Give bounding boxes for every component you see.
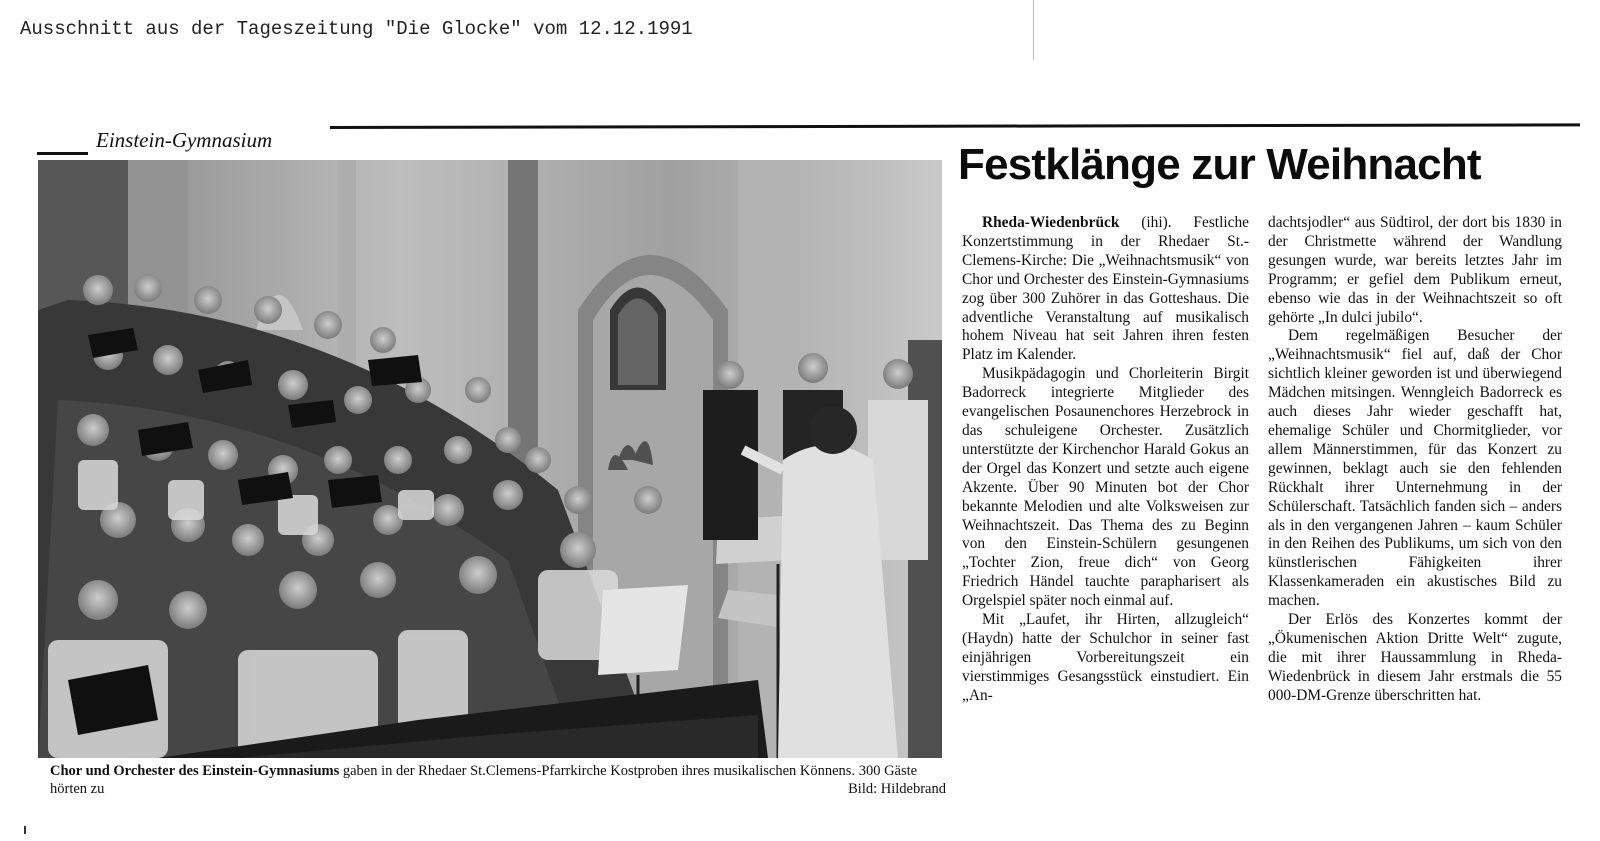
choir-orchestra-illustration bbox=[38, 160, 942, 758]
article-column-1 bbox=[962, 214, 1249, 706]
dateline: Rheda-Wiedenbrück bbox=[982, 214, 1120, 231]
article-column-2 bbox=[1268, 214, 1562, 706]
section-label: Einstein-Gymnasium bbox=[96, 128, 273, 152]
article-paragraph: Dem regelmäßigen Besucher der „Weihnachtsmusik“ fiel auf, daß der Chor sichtlich kleiner geworden ist und überwiegend Mädchen mitsingen. Wenngleich Badorreck es auch dieses Jahr wieder geschafft hat, ehemalige Schüler und Chormitglieder, vor allem Männerstimmen, für das Konzert zu gewinnen, beklagt auch sie den fehlenden Rückhalt ihrer Unternehmung in der Schülerschaft. Tatsächlich fanden sich – anders als in den vergangenen Jahren – kaum Schüler in den Reihen des Publikums, um sich von den künstlerischen Fähigkeiten ihrer Klassenkameraden ein akustisches Bild zu machen. bbox=[1268, 327, 1562, 610]
headline: Festklänge zur Weihnacht bbox=[958, 140, 1481, 189]
photo-credit: Bild: Hildebrand bbox=[848, 781, 946, 797]
source-note: Ausschnitt aus der Tageszeitung "Die Glocke" vom 12.12.1991 bbox=[20, 18, 693, 40]
section-rule-left bbox=[37, 152, 88, 155]
article-paragraph: dachtsjodler“ aus Südtirol, der dort bis 1830 in der Christmette während der Wandlung gesungen wurde, war bereits letztes Jahr im Programm; er gefiel dem Publikum erneut, ebenso wie das in der Weihnachtszeit so oft gehörte „In dulci jubilo“. bbox=[1268, 214, 1562, 326]
section-rule-right bbox=[330, 123, 1580, 129]
article-paragraph: Der Erlös des Konzertes kommt der „Ökumenischen Aktion Dritte Welt“ zugute, die mit ihrer Haussammlung in Rheda-Wiedenbrück in diesem Jahr erstmals die 55 000-DM-Grenze überschritten hat. bbox=[1268, 611, 1562, 704]
scan-edge-mark bbox=[1033, 0, 1034, 60]
article-paragraph: Mit „Laufet, ihr Hirten, allzugleich“ (Haydn) hatte der Schulchor in seiner fast einjährigen Vorbereitungszeit ein vierstimmiges Gesangsstück einstudiert. Ein „An- bbox=[962, 611, 1249, 704]
caption-bold: Chor und Orchester des Einstein-Gymnasiums bbox=[50, 763, 340, 779]
scan-dot bbox=[24, 826, 26, 834]
concert-photo bbox=[38, 160, 942, 758]
article-paragraph: Rheda-Wiedenbrück (ihi). Festliche Konzertstimmung in der Rhedaer St.-Clemens-Kirche: Die „Weihnachtsmusik“ von Chor und Orchester des Einstein-Gymnasiums zog über 300 Zuhörer in das Gotteshaus. Die adventliche Veranstaltung auf musikalisch hohem Niveau hat seit Jahren ihren festen Platz im Kalender. bbox=[962, 214, 1249, 364]
article-paragraph: Musikpädagogin und Chorleiterin Birgit Badorreck integrierte Mitglieder des evangelischen Posaunenchores Herzebrock in das schuleigene Orchester. Zusätzlich unterstützte der Kirchenchor Harald Gokus an der Orgel das Konzert und setzte auch eigene Akzente. Über 90 Minuten bot der Chor bekannte Melodien und alte Volksweisen zur Weihnachtszeit. Das Thema des zu Beginn von den Einstein-Schülern gesungenen „Tochter Zion, freue dich“ von Georg Friedrich Händel tauchte parapharisert als Orgelspiel später noch einmal auf. bbox=[962, 365, 1249, 610]
photo-caption bbox=[50, 762, 946, 798]
caption-text: gaben in der Rhedaer St.Clemens-Pfarrkirche Kostproben ihres musikalischen Könnens. 300 Gäste hörten zu bbox=[50, 763, 918, 797]
